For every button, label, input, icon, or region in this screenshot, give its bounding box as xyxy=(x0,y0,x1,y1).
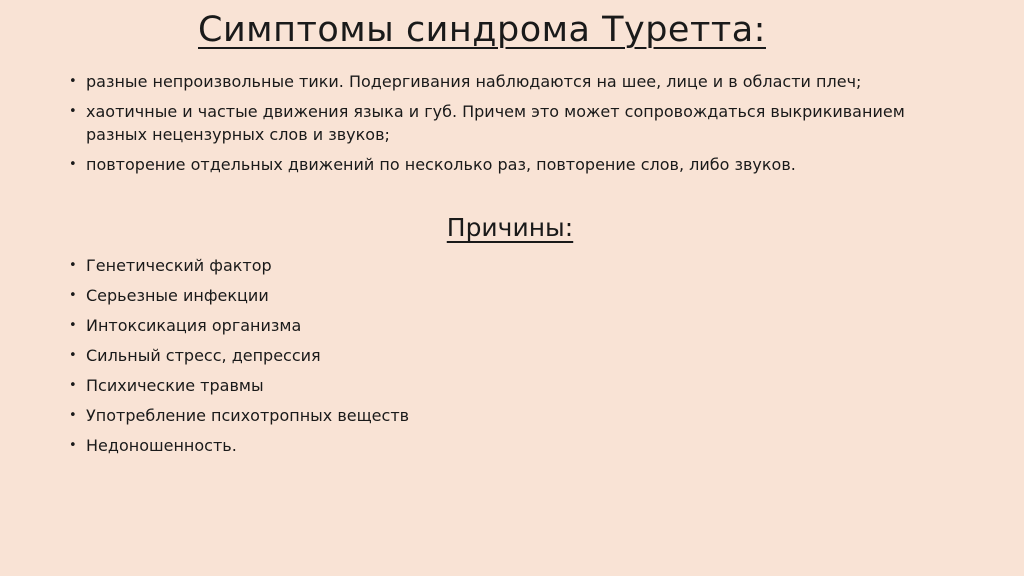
symptom-text: повторение отдельных движений по несколько раз, повторение слов, либо звуков. xyxy=(86,155,796,174)
list-item xyxy=(68,344,968,367)
list-item xyxy=(68,100,968,146)
cause-text: Психические травмы xyxy=(86,376,264,395)
bullet-icon: • xyxy=(69,157,77,172)
bullet-icon: • xyxy=(69,104,77,119)
list-item xyxy=(68,153,968,176)
list-item xyxy=(68,314,968,337)
list-item xyxy=(68,70,968,93)
cause-text: Недоношенность. xyxy=(86,436,237,455)
list-item xyxy=(68,404,968,427)
bullet-icon: • xyxy=(69,438,77,453)
list-item xyxy=(68,284,968,307)
bullet-icon: • xyxy=(69,318,77,333)
cause-text: Сильный стресс, депрессия xyxy=(86,346,321,365)
causes-list xyxy=(68,254,968,464)
symptom-text: хаотичные и частые движения языка и губ. Причем это может сопровождаться выкрикиванием разных нецензурных слов и звуков; xyxy=(86,102,905,144)
bullet-icon: • xyxy=(69,288,77,303)
bullet-icon: • xyxy=(69,408,77,423)
cause-text: Серьезные инфекции xyxy=(86,286,269,305)
cause-text: Интоксикация организма xyxy=(86,316,302,335)
bullet-icon: • xyxy=(69,74,77,89)
symptom-text: разные непроизвольные тики. Подергивания наблюдаются на шее, лице и в области плеч; xyxy=(86,72,862,91)
slide-title: Симптомы синдрома Туретта: xyxy=(198,10,766,50)
list-item xyxy=(68,254,968,277)
bullet-icon: • xyxy=(69,258,77,273)
bullet-icon: • xyxy=(69,348,77,363)
cause-text: Употребление психотропных веществ xyxy=(86,406,410,425)
causes-title: Причины: xyxy=(446,213,574,242)
bullet-icon: • xyxy=(69,378,77,393)
cause-text: Генетический фактор xyxy=(86,256,272,275)
list-item xyxy=(68,434,968,457)
list-item xyxy=(68,374,968,397)
symptoms-list xyxy=(68,70,968,183)
